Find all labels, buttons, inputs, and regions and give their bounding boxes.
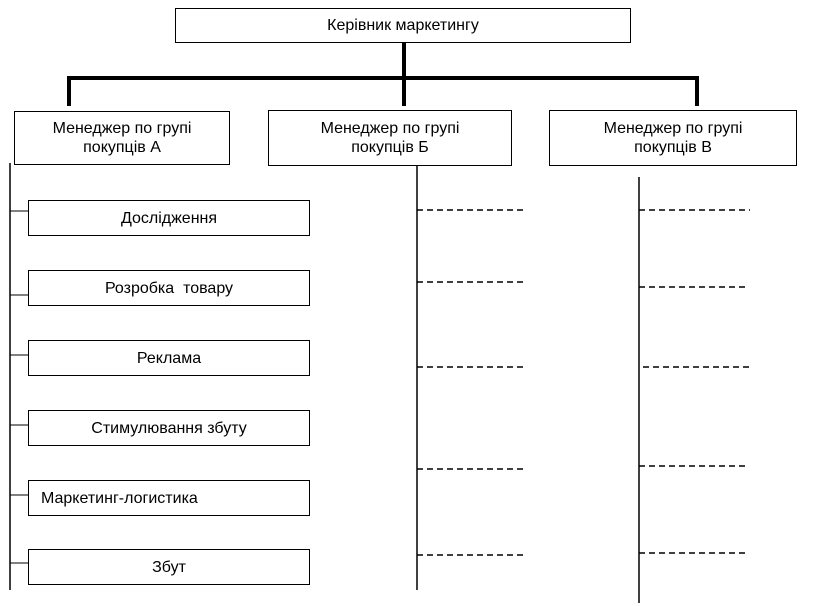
- function-label-research: Дослідження: [120, 209, 218, 227]
- function-label-product-development: Розробка товару: [104, 279, 234, 297]
- manager-a-label: Менеджер по групі покупців А: [52, 120, 192, 156]
- function-box-product-development: [28, 270, 310, 306]
- manager-c-box: [549, 110, 797, 166]
- manager-b-box: [268, 110, 512, 166]
- manager-b-label: Менеджер по групі покупців Б: [320, 120, 460, 156]
- function-box-advertising: [28, 340, 310, 376]
- function-box-sales: [28, 549, 310, 585]
- function-label-marketing-logistics: Маркетинг-логистика: [41, 489, 198, 507]
- function-label-advertising: Реклама: [136, 349, 202, 367]
- manager-a-box: [14, 111, 230, 165]
- function-label-sales-promotion: Стимулювання збуту: [91, 419, 247, 437]
- head-of-marketing-box: [175, 8, 631, 43]
- manager-c-label: Менеджер по групі покупців В: [603, 120, 743, 156]
- head-of-marketing-label: Керівник маркетингу: [327, 17, 479, 34]
- function-label-sales: Збут: [152, 558, 186, 576]
- function-box-sales-promotion: [28, 410, 310, 446]
- function-box-marketing-logistics: [28, 480, 310, 516]
- function-box-research: [28, 200, 310, 236]
